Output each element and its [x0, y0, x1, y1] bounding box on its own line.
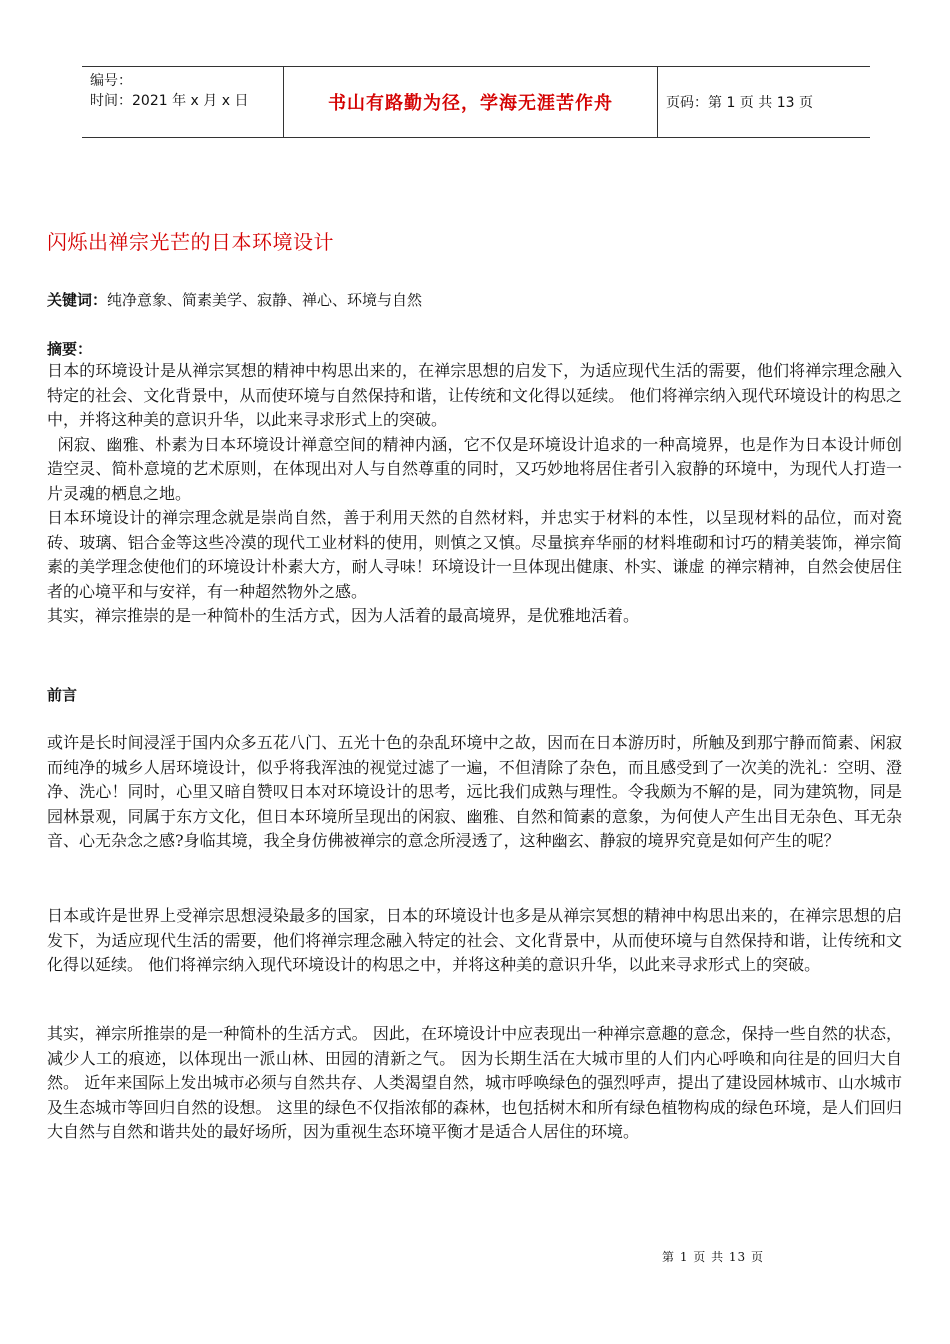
document-title: 闪烁出禅宗光芒的日本环境设计 [47, 230, 334, 254]
header-page-number: 页码：第 1 页 共 13 页 [666, 95, 813, 111]
preface-paragraph-3: 其实，禅宗所推崇的是一种简朴的生活方式。 因此，在环境设计中应表现出一种禅宗意趣的意念，保持一些自然的状态，减少人工的痕迹，以体现出一派山林、田园的清新之气。 因为长期生活在大城市里的人们内心呼唤和向往是的回归大自然。 近年来国际上发出城市必须与自然共存、人类渴望自然，城市呼唤绿色的强烈呼声，提出了建设园林城市、山水城市及生态城市等回归自然的设想。 这里的绿色不仅指浓郁的森林，也包括树木和所有绿色植物构成的绿色环境，是人们回归大自然与自然和谐共处的最好场所，因为重视生态环境平衡才是适合人居住的环境。 [47, 1024, 902, 1141]
preface-paragraph-1: 或许是长时间浸淫于国内众多五花八门、五光十色的杂乱环境中之故，因而在日本游历时，所触及到那宁静而简素、闲寂而纯净的城乡人居环境设计，似乎将我浑浊的视觉过滤了一遍，不但清除了杂色，而且感受到了一次美的洗礼：空明、澄净、洗心！同时，心里又暗自赞叹日本对环境设计的思考，远比我们成熟与理性。令我颇为不解的是，同为建筑物，同是园林景观，同属于东方文化，但日本环境所呈现出的闲寂、幽雅、自然和简素的意象，为何使人产生出目无杂色、耳无杂音、心无杂念之感?身临其境，我全身仿佛被禅宗的意念所浸透了，这种幽玄、静寂的境界究竟是如何产生的呢？ [47, 733, 902, 850]
abstract-paragraph: 其实，禅宗推崇的是一种简朴的生活方式，因为人活着的最高境界，是优雅地活着。 [47, 606, 640, 625]
abstract-paragraph: 日本环境设计的禅宗理念就是崇尚自然，善于利用天然的自然材料，并忠实于材料的本性，以呈现材料的品位，而对瓷砖、玻璃、铝合金等这些冷漠的现代工业材料的使用，则慎之又慎。尽量摈弃华丽的材料堆砌和讨巧的精美装饰，禅宗简素的美学理念使他们的环境设计朴素大方，耐人寻味！环境设计一旦体现出健康、朴实、谦虚 的禅宗精神，自然会使居住者的心境平和与安祥，有一种超然物外之感。 [47, 508, 902, 601]
abstract-paragraph: 闲寂、幽雅、朴素为日本环境设计禅意空间的精神内涵，它不仅是环境设计追求的一种高境界，也是作为日本设计师创造空灵、简朴意境的艺术原则，在体现出对人与自然尊重的同时，又巧妙地将居住者引入寂静的环境中，为现代人打造一片灵魂的栖息之地。 [47, 434, 902, 503]
abstract-paragraph: 日本的环境设计是从禅宗冥想的精神中构思出来的，在禅宗思想的启发下，为适应现代生活的需要，他们将禅宗理念融入特定的社会、文化背景中，从而使环境与自然保持和谐，让传统和文化得以延续。 他们将禅宗纳入现代环境设计的构思之中，并将这种美的意识升华，以此来寻求形式上的突破。 [47, 361, 902, 429]
keywords [47, 290, 422, 310]
document-number: 编号： [90, 73, 132, 89]
keywords-text: 纯净意象、简素美学、寂静、禅心、环境与自然 [107, 291, 423, 309]
header-motto: 书山有路勤为径，学海无涯苦作舟 [328, 93, 613, 114]
keywords-label: 关键词： [47, 291, 108, 309]
abstract-body [47, 359, 902, 629]
header-motto-cell [284, 67, 658, 137]
preface-paragraph-2: 日本或许是世界上受禅宗思想浸染最多的国家，日本的环境设计也多是从禅宗冥想的精神中构思出来的，在禅宗思想的启发下，为适应现代生活的需要，他们将禅宗理念融入特定的社会、文化背景中，从而使环境与自然保持和谐，让传统和文化得以延续。 他们将禅宗纳入现代环境设计的构思之中，并将这种美的意识升华，以此来寻求形式上的突破。 [47, 906, 902, 974]
header-meta [82, 67, 284, 137]
page-footer: 第 1 页 共 13 页 [662, 1250, 764, 1264]
preface-heading: 前言 [47, 686, 78, 704]
abstract-heading: 摘要： [47, 340, 93, 358]
page-header [82, 66, 870, 138]
document-date: 时间：2021 年 x 月 x 日 [90, 93, 249, 109]
